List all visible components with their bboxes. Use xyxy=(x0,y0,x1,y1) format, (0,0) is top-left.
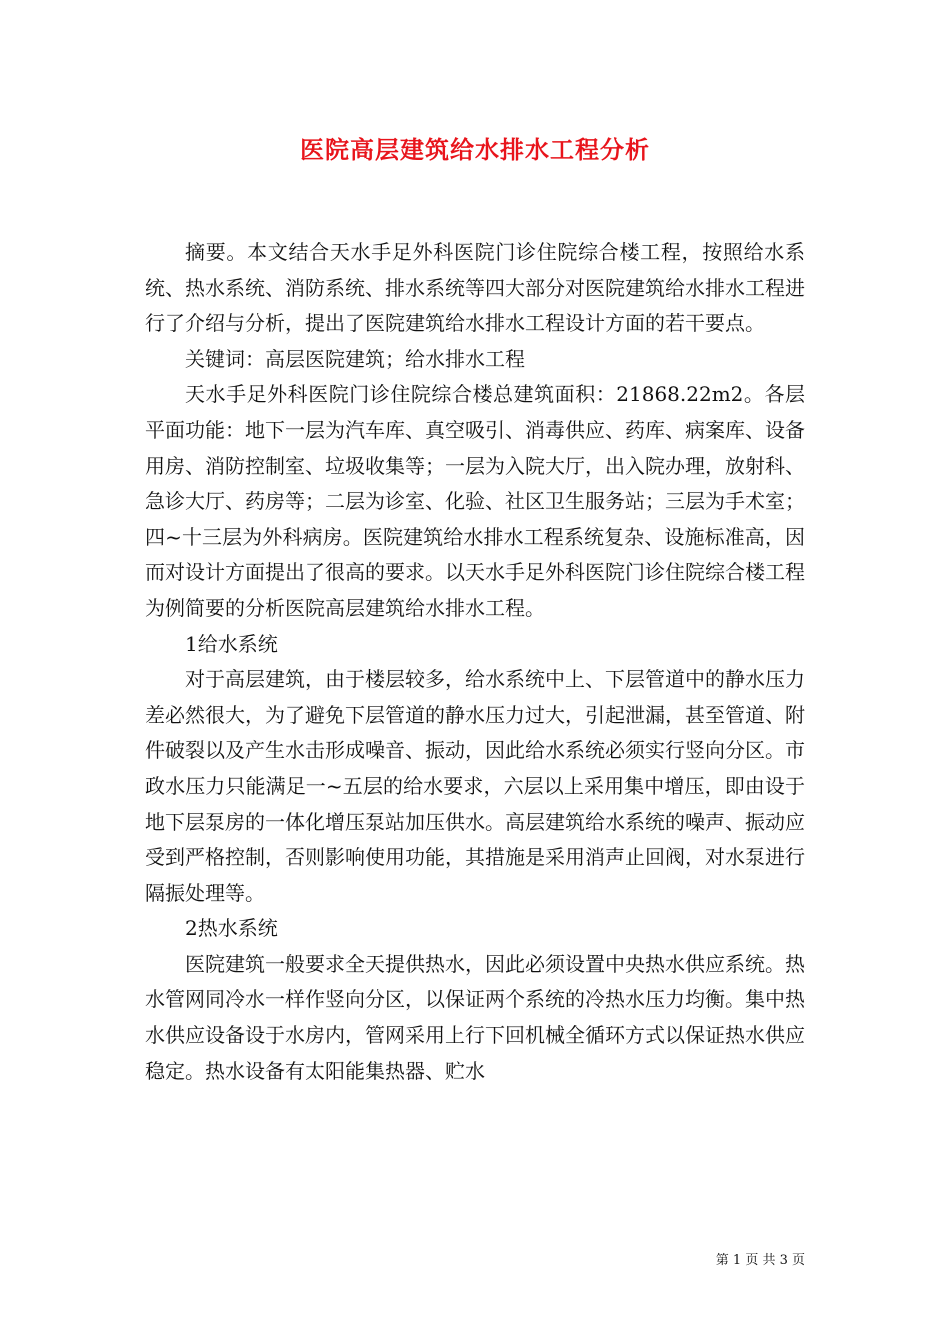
keywords-paragraph: 关键词：高层医院建筑；给水排水工程 xyxy=(185,346,525,371)
page-number-footer: 第 1 页 共 3 页 xyxy=(715,1253,805,1268)
intro-paragraph: 天水手足外科医院门诊住院综合楼总建筑面积：21868.22m2。各层平面功能：地下一层为汽车库、真空吸引、消毒供应、药库、病案库、设备用房、消防控制室、垃圾收集等；一层为入院大厅，出入院办理，放射科、急诊大厅、药房等；二层为诊室、化验、社区卫生服务站；三层为手术室；四~十三层为外科病房。医院建筑给水排水工程系统复杂、设施标准高，因而对设计方面提出了很高的要求。以天水手足外科医院门诊住院综合楼工程为例简要的分析医院高层建筑给水排水工程。 xyxy=(145,382,805,620)
section-heading-water-supply: 1给水系统 xyxy=(185,631,278,656)
document-title: 医院高层建筑给水排水工程分析 xyxy=(300,135,650,164)
hot-water-paragraph: 医院建筑一般要求全天提供热水，因此必须设置中央热水供应系统。热水管网同冷水一样作竖向分区，以保证两个系统的冷热水压力均衡。集中热水供应设备设于水房内，管网采用上行下回机械全循环方式以保证热水供应稳定。热水设备有太阳能集热器、贮水 xyxy=(145,951,805,1083)
water-supply-paragraph: 对于高层建筑，由于楼层较多，给水系统中上、下层管道中的静水压力差必然很大，为了避免下层管道的静水压力过大，引起泄漏，甚至管道、附件破裂以及产生水击形成噪音、振动，因此给水系统必须实行竖向分区。市政水压力只能满足一~五层的给水要求，六层以上采用集中增压，即由设于地下层泵房的一体化增压泵站加压供水。高层建筑给水系统的噪声、振动应受到严格控制，否则影响使用功能，其措施是采用消声止回阀，对水泵进行隔振处理等。 xyxy=(145,667,805,905)
abstract-paragraph: 摘要。本文结合天水手足外科医院门诊住院综合楼工程，按照给水系统、热水系统、消防系统、排水系统等四大部分对医院建筑给水排水工程进行了介绍与分析，提出了医院建筑给水排水工程设计方面的若干要点。 xyxy=(145,240,805,336)
document-body xyxy=(145,235,805,1089)
section-heading-hot-water: 2热水系统 xyxy=(185,916,278,941)
